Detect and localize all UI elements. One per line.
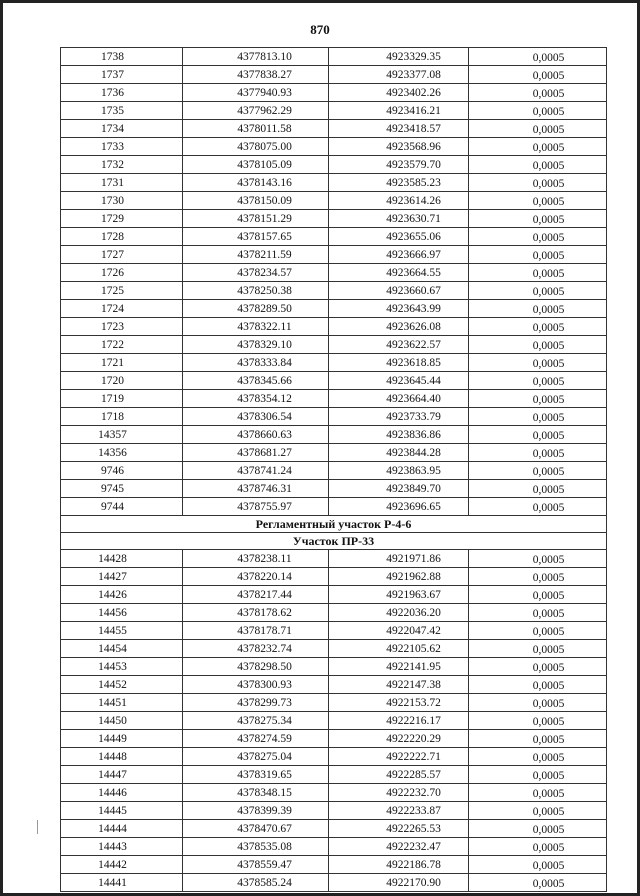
point-number-cell: 1734 — [61, 120, 183, 138]
point-number-cell: 14357 — [61, 426, 183, 444]
point-number-cell: 1733 — [61, 138, 183, 156]
table-row — [61, 604, 607, 622]
table-row — [61, 102, 607, 120]
point-number-cell: 1727 — [61, 246, 183, 264]
y-coordinate-cell: 4922222.71 — [329, 748, 469, 766]
point-number-cell: 9745 — [61, 480, 183, 498]
value-cell: 0,0005 — [469, 48, 607, 66]
table-row — [61, 838, 607, 856]
value-cell: 0,0005 — [469, 192, 607, 210]
y-coordinate-cell: 4922141.95 — [329, 658, 469, 676]
point-number-cell: 14356 — [61, 444, 183, 462]
table-row — [61, 264, 607, 282]
table-row — [61, 174, 607, 192]
value-cell: 0,0005 — [469, 498, 607, 516]
table-row — [61, 48, 607, 66]
x-coordinate-cell: 4378011.58 — [183, 120, 329, 138]
y-coordinate-cell: 4923836.86 — [329, 426, 469, 444]
y-coordinate-cell: 4922285.57 — [329, 766, 469, 784]
point-number-cell: 14441 — [61, 874, 183, 892]
value-cell: 0,0005 — [469, 408, 607, 426]
x-coordinate-cell: 4378157.65 — [183, 228, 329, 246]
x-coordinate-cell: 4378755.97 — [183, 498, 329, 516]
value-cell: 0,0005 — [469, 820, 607, 838]
value-cell: 0,0005 — [469, 874, 607, 892]
table-row — [61, 748, 607, 766]
point-number-cell: 1723 — [61, 318, 183, 336]
table-row — [61, 658, 607, 676]
y-coordinate-cell: 4923733.79 — [329, 408, 469, 426]
y-coordinate-cell: 4923630.71 — [329, 210, 469, 228]
table-row — [61, 156, 607, 174]
point-number-cell: 9744 — [61, 498, 183, 516]
y-coordinate-cell: 4923579.70 — [329, 156, 469, 174]
x-coordinate-cell: 4378151.29 — [183, 210, 329, 228]
table-row — [61, 694, 607, 712]
x-coordinate-cell: 4378319.65 — [183, 766, 329, 784]
value-cell: 0,0005 — [469, 210, 607, 228]
y-coordinate-cell: 4922232.47 — [329, 838, 469, 856]
point-number-cell: 14455 — [61, 622, 183, 640]
table-section-b — [61, 550, 607, 892]
y-coordinate-cell: 4922265.53 — [329, 820, 469, 838]
point-number-cell: 1729 — [61, 210, 183, 228]
x-coordinate-cell: 4378329.10 — [183, 336, 329, 354]
x-coordinate-cell: 4378275.34 — [183, 712, 329, 730]
point-number-cell: 14452 — [61, 676, 183, 694]
y-coordinate-cell: 4923416.21 — [329, 102, 469, 120]
x-coordinate-cell: 4378274.59 — [183, 730, 329, 748]
y-coordinate-cell: 4922105.62 — [329, 640, 469, 658]
value-cell: 0,0005 — [469, 426, 607, 444]
table-row — [61, 390, 607, 408]
value-cell: 0,0005 — [469, 550, 607, 568]
x-coordinate-cell: 4378559.47 — [183, 856, 329, 874]
value-cell: 0,0005 — [469, 228, 607, 246]
value-cell: 0,0005 — [469, 766, 607, 784]
point-number-cell: 14448 — [61, 748, 183, 766]
y-coordinate-cell: 4923568.96 — [329, 138, 469, 156]
y-coordinate-cell: 4923622.57 — [329, 336, 469, 354]
table-row — [61, 84, 607, 102]
table-row — [61, 66, 607, 84]
table-row — [61, 480, 607, 498]
point-number-cell: 1720 — [61, 372, 183, 390]
point-number-cell: 14442 — [61, 856, 183, 874]
point-number-cell: 14445 — [61, 802, 183, 820]
table-row — [61, 498, 607, 516]
table-row — [61, 354, 607, 372]
value-cell: 0,0005 — [469, 784, 607, 802]
x-coordinate-cell: 4378300.93 — [183, 676, 329, 694]
value-cell: 0,0005 — [469, 84, 607, 102]
section-headers — [61, 516, 607, 550]
value-cell: 0,0005 — [469, 282, 607, 300]
table-row — [61, 282, 607, 300]
y-coordinate-cell: 4923377.08 — [329, 66, 469, 84]
y-coordinate-cell: 4923645.44 — [329, 372, 469, 390]
value-cell: 0,0005 — [469, 856, 607, 874]
y-coordinate-cell: 4921963.67 — [329, 586, 469, 604]
x-coordinate-cell: 4377962.29 — [183, 102, 329, 120]
value-cell: 0,0005 — [469, 156, 607, 174]
y-coordinate-cell: 4922216.17 — [329, 712, 469, 730]
x-coordinate-cell: 4378234.57 — [183, 264, 329, 282]
y-coordinate-cell: 4923844.28 — [329, 444, 469, 462]
x-coordinate-cell: 4378143.16 — [183, 174, 329, 192]
value-cell: 0,0005 — [469, 838, 607, 856]
y-coordinate-cell: 4922232.70 — [329, 784, 469, 802]
x-coordinate-cell: 4378220.14 — [183, 568, 329, 586]
point-number-cell: 1719 — [61, 390, 183, 408]
value-cell: 0,0005 — [469, 246, 607, 264]
value-cell: 0,0005 — [469, 300, 607, 318]
x-coordinate-cell: 4377940.93 — [183, 84, 329, 102]
value-cell: 0,0005 — [469, 748, 607, 766]
point-number-cell: 14428 — [61, 550, 183, 568]
table-row — [61, 336, 607, 354]
table-row — [61, 462, 607, 480]
point-number-cell: 1726 — [61, 264, 183, 282]
value-cell: 0,0005 — [469, 712, 607, 730]
value-cell: 0,0005 — [469, 730, 607, 748]
x-coordinate-cell: 4378585.24 — [183, 874, 329, 892]
value-cell: 0,0005 — [469, 174, 607, 192]
x-coordinate-cell: 4378298.50 — [183, 658, 329, 676]
y-coordinate-cell: 4922170.90 — [329, 874, 469, 892]
section-title-row — [61, 516, 607, 533]
y-coordinate-cell: 4923614.26 — [329, 192, 469, 210]
y-coordinate-cell: 4923660.67 — [329, 282, 469, 300]
point-number-cell: 1722 — [61, 336, 183, 354]
y-coordinate-cell: 4923696.65 — [329, 498, 469, 516]
value-cell: 0,0005 — [469, 264, 607, 282]
value-cell: 0,0005 — [469, 354, 607, 372]
x-coordinate-cell: 4378299.73 — [183, 694, 329, 712]
table-row — [61, 568, 607, 586]
value-cell: 0,0005 — [469, 390, 607, 408]
point-number-cell: 14451 — [61, 694, 183, 712]
x-coordinate-cell: 4378746.31 — [183, 480, 329, 498]
x-coordinate-cell: 4378232.74 — [183, 640, 329, 658]
value-cell: 0,0005 — [469, 604, 607, 622]
margin-mark — [37, 820, 38, 834]
table-row — [61, 730, 607, 748]
table-row — [61, 802, 607, 820]
table-row — [61, 426, 607, 444]
x-coordinate-cell: 4378250.38 — [183, 282, 329, 300]
value-cell: 0,0005 — [469, 102, 607, 120]
value-cell: 0,0005 — [469, 444, 607, 462]
point-number-cell: 1738 — [61, 48, 183, 66]
table-row — [61, 300, 607, 318]
y-coordinate-cell: 4923329.35 — [329, 48, 469, 66]
value-cell: 0,0005 — [469, 372, 607, 390]
table-row — [61, 856, 607, 874]
table-row — [61, 444, 607, 462]
point-number-cell: 14444 — [61, 820, 183, 838]
table-row — [61, 550, 607, 568]
point-number-cell: 14427 — [61, 568, 183, 586]
y-coordinate-cell: 4923849.70 — [329, 480, 469, 498]
x-coordinate-cell: 4377838.27 — [183, 66, 329, 84]
point-number-cell: 1724 — [61, 300, 183, 318]
value-cell: 0,0005 — [469, 658, 607, 676]
point-number-cell: 9746 — [61, 462, 183, 480]
table-row — [61, 784, 607, 802]
x-coordinate-cell: 4378289.50 — [183, 300, 329, 318]
y-coordinate-cell: 4923618.85 — [329, 354, 469, 372]
y-coordinate-cell: 4922036.20 — [329, 604, 469, 622]
table-row — [61, 820, 607, 838]
point-number-cell: 14447 — [61, 766, 183, 784]
y-coordinate-cell: 4923585.23 — [329, 174, 469, 192]
table-row — [61, 192, 607, 210]
y-coordinate-cell: 4922047.42 — [329, 622, 469, 640]
point-number-cell: 1731 — [61, 174, 183, 192]
value-cell: 0,0005 — [469, 694, 607, 712]
x-coordinate-cell: 4378322.11 — [183, 318, 329, 336]
y-coordinate-cell: 4921962.88 — [329, 568, 469, 586]
subsection-title-row — [61, 533, 607, 550]
y-coordinate-cell: 4922147.38 — [329, 676, 469, 694]
point-number-cell: 14446 — [61, 784, 183, 802]
table-row — [61, 246, 607, 264]
x-coordinate-cell: 4378399.39 — [183, 802, 329, 820]
x-coordinate-cell: 4378217.44 — [183, 586, 329, 604]
page-number: 870 — [310, 22, 330, 37]
table-row — [61, 640, 607, 658]
point-number-cell: 1736 — [61, 84, 183, 102]
y-coordinate-cell: 4923664.40 — [329, 390, 469, 408]
x-coordinate-cell: 4378354.12 — [183, 390, 329, 408]
x-coordinate-cell: 4378345.66 — [183, 372, 329, 390]
value-cell: 0,0005 — [469, 568, 607, 586]
value-cell: 0,0005 — [469, 640, 607, 658]
point-number-cell: 14449 — [61, 730, 183, 748]
value-cell: 0,0005 — [469, 318, 607, 336]
x-coordinate-cell: 4378075.00 — [183, 138, 329, 156]
x-coordinate-cell: 4378470.67 — [183, 820, 329, 838]
x-coordinate-cell: 4377813.10 — [183, 48, 329, 66]
x-coordinate-cell: 4378535.08 — [183, 838, 329, 856]
subsection-title: Участок ПР-33 — [61, 533, 607, 550]
table-row — [61, 408, 607, 426]
value-cell: 0,0005 — [469, 66, 607, 84]
x-coordinate-cell: 4378306.54 — [183, 408, 329, 426]
y-coordinate-cell: 4922153.72 — [329, 694, 469, 712]
table-row — [61, 120, 607, 138]
y-coordinate-cell: 4923626.08 — [329, 318, 469, 336]
point-number-cell: 1728 — [61, 228, 183, 246]
y-coordinate-cell: 4923418.57 — [329, 120, 469, 138]
y-coordinate-cell: 4923664.55 — [329, 264, 469, 282]
point-number-cell: 1737 — [61, 66, 183, 84]
table-row — [61, 766, 607, 784]
y-coordinate-cell: 4923402.26 — [329, 84, 469, 102]
y-coordinate-cell: 4922186.78 — [329, 856, 469, 874]
x-coordinate-cell: 4378105.09 — [183, 156, 329, 174]
point-number-cell: 14426 — [61, 586, 183, 604]
value-cell: 0,0005 — [469, 336, 607, 354]
x-coordinate-cell: 4378348.15 — [183, 784, 329, 802]
value-cell: 0,0005 — [469, 586, 607, 604]
value-cell: 0,0005 — [469, 802, 607, 820]
point-number-cell: 1730 — [61, 192, 183, 210]
x-coordinate-cell: 4378741.24 — [183, 462, 329, 480]
point-number-cell: 14450 — [61, 712, 183, 730]
table-row — [61, 318, 607, 336]
y-coordinate-cell: 4923655.06 — [329, 228, 469, 246]
value-cell: 0,0005 — [469, 138, 607, 156]
point-number-cell: 1718 — [61, 408, 183, 426]
table-row — [61, 586, 607, 604]
x-coordinate-cell: 4378681.27 — [183, 444, 329, 462]
x-coordinate-cell: 4378178.71 — [183, 622, 329, 640]
table-row — [61, 712, 607, 730]
x-coordinate-cell: 4378150.09 — [183, 192, 329, 210]
value-cell: 0,0005 — [469, 676, 607, 694]
point-number-cell: 1721 — [61, 354, 183, 372]
x-coordinate-cell: 4378660.63 — [183, 426, 329, 444]
point-number-cell: 14456 — [61, 604, 183, 622]
y-coordinate-cell: 4922233.87 — [329, 802, 469, 820]
value-cell: 0,0005 — [469, 480, 607, 498]
value-cell: 0,0005 — [469, 462, 607, 480]
coordinates-table — [60, 47, 607, 892]
x-coordinate-cell: 4378333.84 — [183, 354, 329, 372]
point-number-cell: 14443 — [61, 838, 183, 856]
y-coordinate-cell: 4921971.86 — [329, 550, 469, 568]
section-title: Регламентный участок Р-4-6 — [61, 516, 607, 533]
point-number-cell: 1725 — [61, 282, 183, 300]
x-coordinate-cell: 4378211.59 — [183, 246, 329, 264]
x-coordinate-cell: 4378275.04 — [183, 748, 329, 766]
y-coordinate-cell: 4923643.99 — [329, 300, 469, 318]
value-cell: 0,0005 — [469, 120, 607, 138]
point-number-cell: 14454 — [61, 640, 183, 658]
point-number-cell: 1732 — [61, 156, 183, 174]
value-cell: 0,0005 — [469, 622, 607, 640]
y-coordinate-cell: 4923666.97 — [329, 246, 469, 264]
y-coordinate-cell: 4922220.29 — [329, 730, 469, 748]
table-row — [61, 676, 607, 694]
y-coordinate-cell: 4923863.95 — [329, 462, 469, 480]
table-row — [61, 622, 607, 640]
point-number-cell: 14453 — [61, 658, 183, 676]
table-row — [61, 210, 607, 228]
table-row — [61, 372, 607, 390]
table-row — [61, 228, 607, 246]
x-coordinate-cell: 4378238.11 — [183, 550, 329, 568]
table-row — [61, 874, 607, 892]
table-row — [61, 138, 607, 156]
x-coordinate-cell: 4378178.62 — [183, 604, 329, 622]
table-section-a — [61, 48, 607, 516]
point-number-cell: 1735 — [61, 102, 183, 120]
